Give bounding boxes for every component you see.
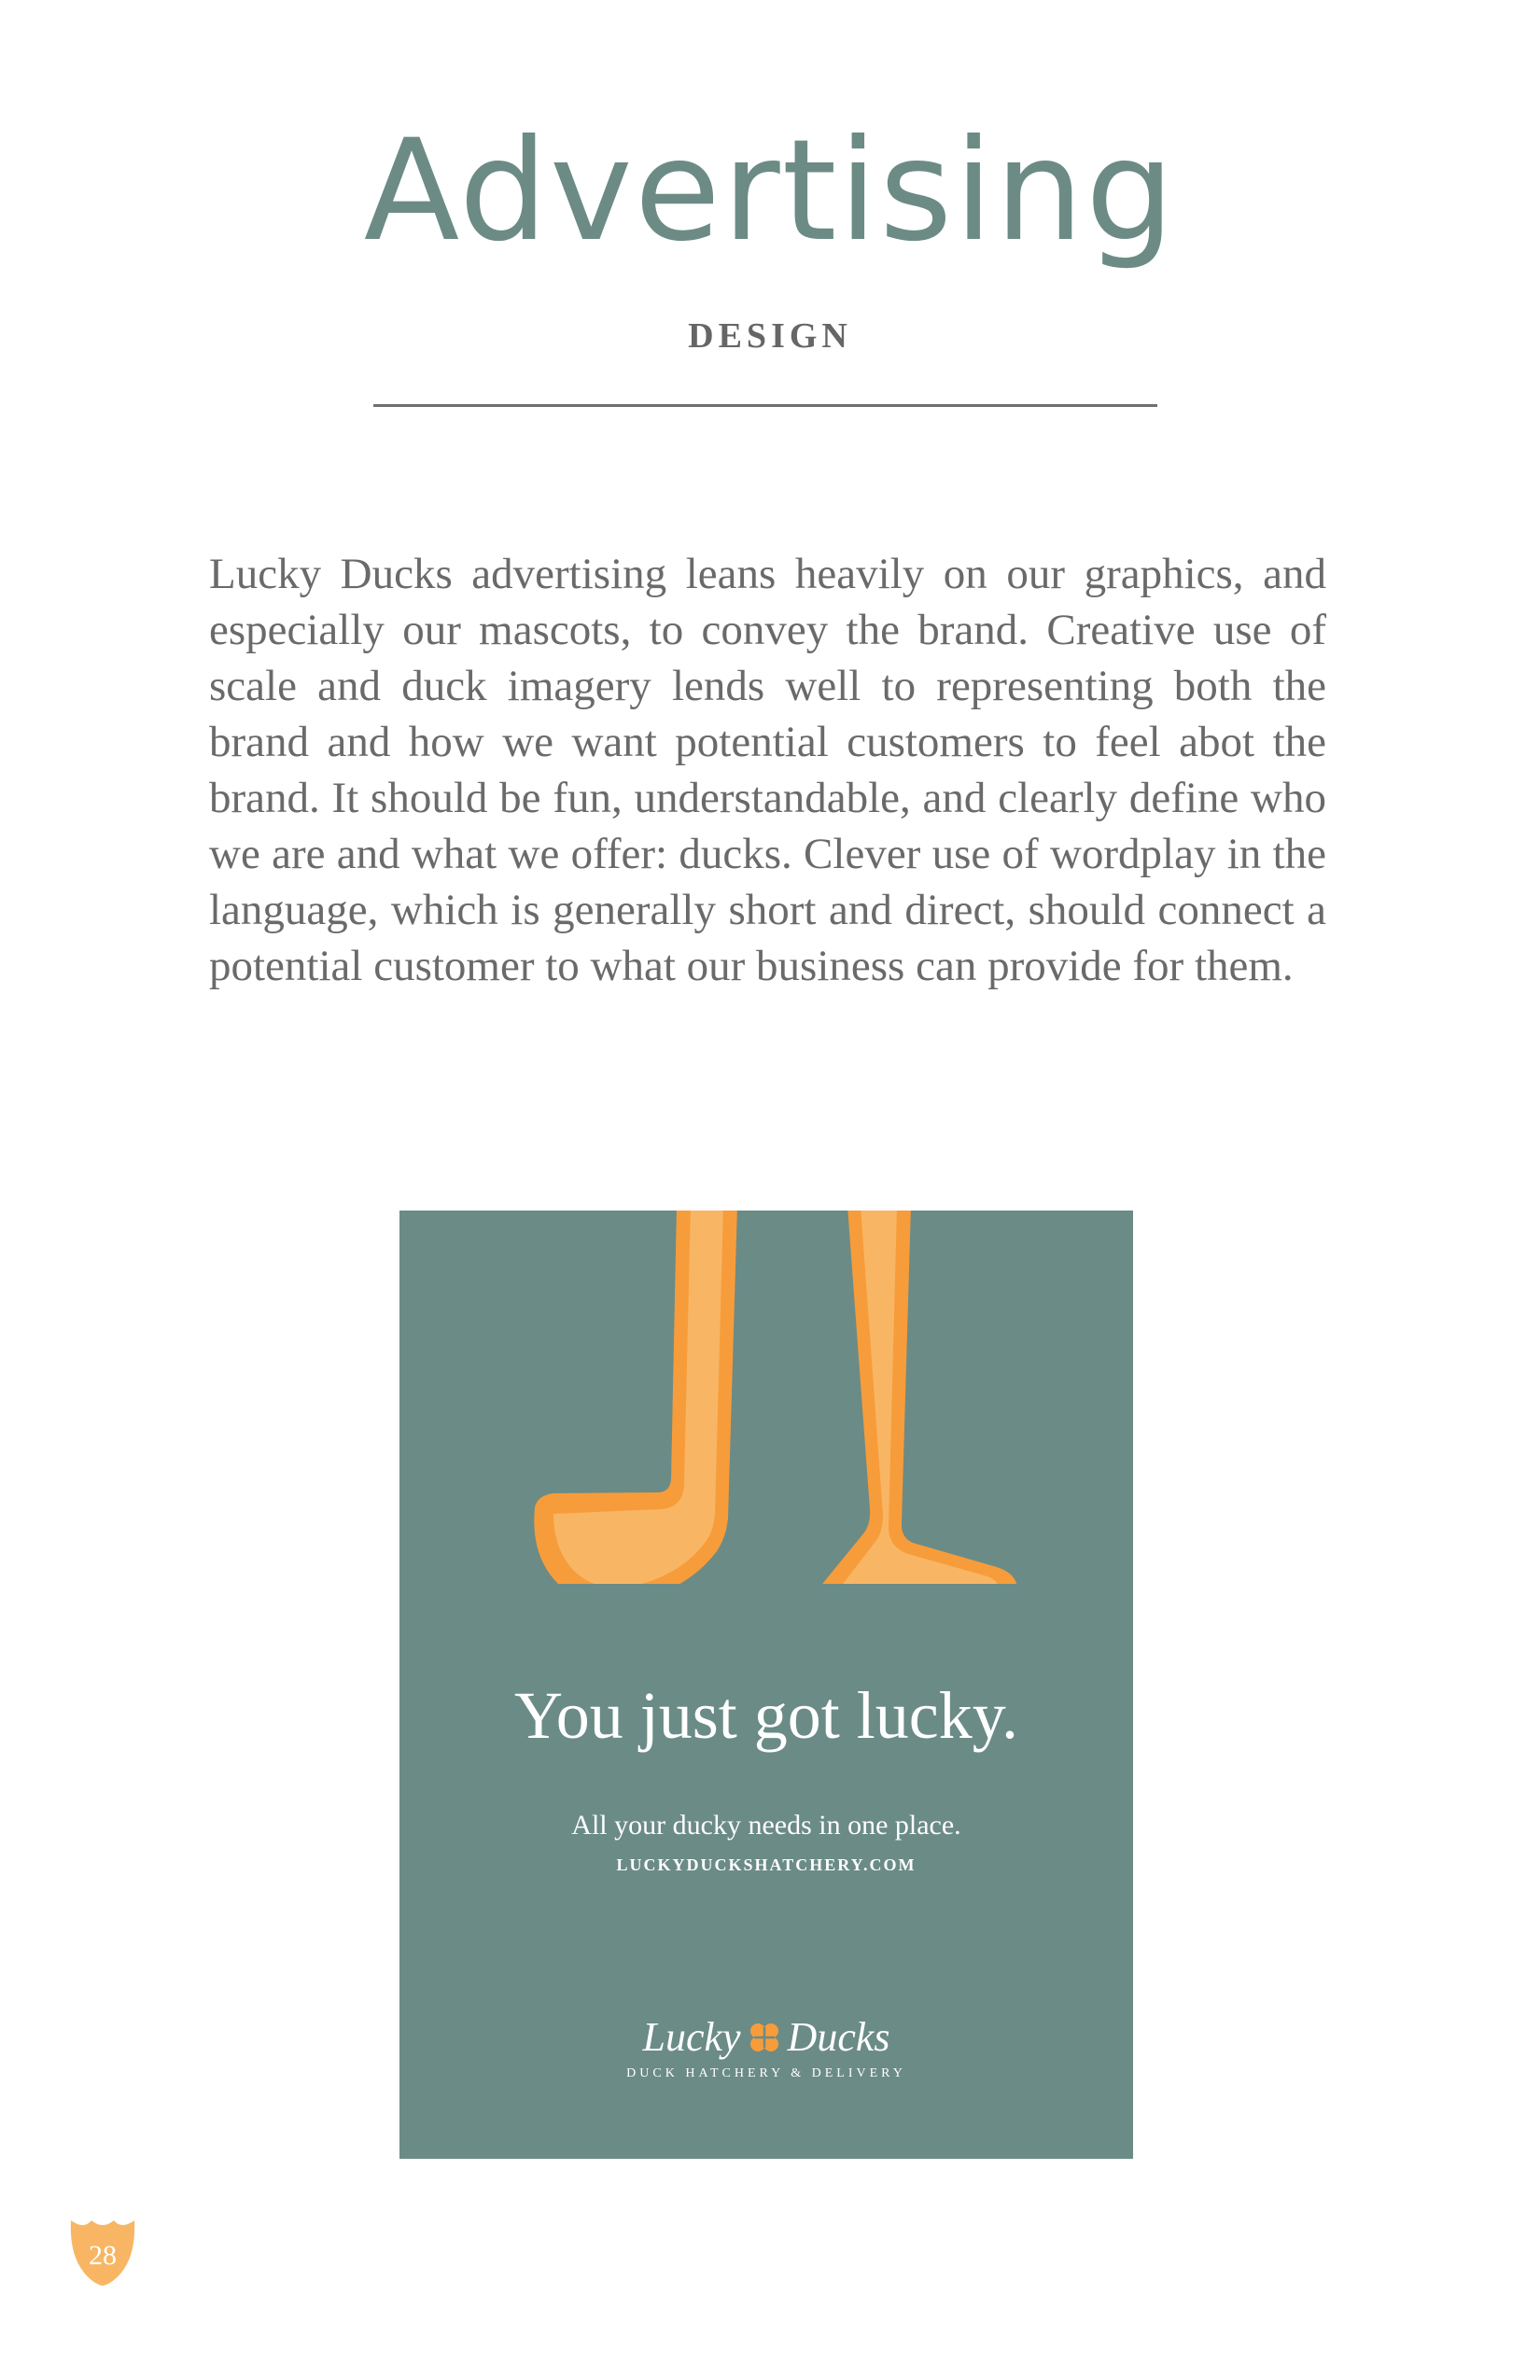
title-divider: [373, 404, 1157, 407]
logo-word-left: Lucky: [642, 2014, 741, 2060]
logo-subtitle: DUCK HATCHERY & DELIVERY: [626, 2066, 906, 2080]
poster-tagline: All your ducky needs in one place.: [571, 1810, 961, 1841]
lucky-ducks-logo: [399, 2013, 1133, 2081]
body-paragraph: Lucky Ducks advertising leans heavily on our graphics, and especially our mascots, to convey the brand. Creative use of scale and duck imagery lends well to representing both the brand and how we want potential customers to feel abot the brand. It should be fun, understandable, and clearly define who we are and what we offer: ducks. Clever use of wordplay in the language, which is generally short and direct, should connect a potential customer to what our business can provide for them.: [209, 550, 1326, 990]
advertisement-poster: [399, 1211, 1133, 2159]
page-title: Advertising: [363, 110, 1177, 273]
logo-word-right: Ducks: [787, 2014, 890, 2060]
duck-legs-illustration: [399, 1211, 1133, 1584]
page-number: 28: [89, 2240, 117, 2271]
poster-headline: You just got lucky.: [513, 1678, 1019, 1753]
clover-icon: [747, 2020, 782, 2055]
page-subtitle: DESIGN: [688, 316, 852, 356]
poster-url: LUCKYDUCKSHATCHERY.COM: [616, 1855, 917, 1874]
